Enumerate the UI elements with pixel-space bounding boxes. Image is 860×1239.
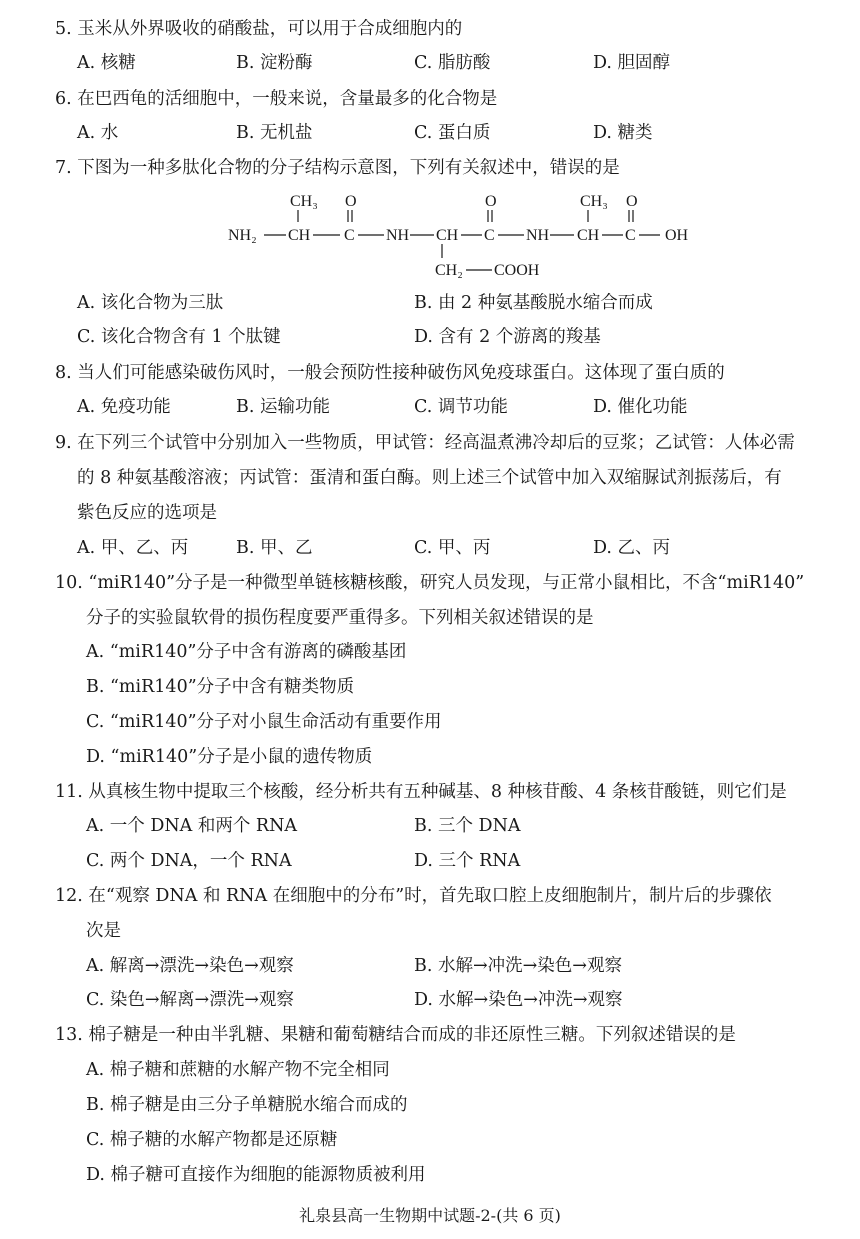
ch2-label: CH₂: [435, 262, 463, 279]
c-label-1: C: [344, 227, 355, 244]
page-footer: 礼泉县高一生物期中试题-2-(共 6 页): [299, 1206, 561, 1225]
question-9-stem-line-3: 紫色反应的选项是: [77, 503, 217, 523]
ch3-label-2: CH₃: [580, 193, 608, 210]
question-6-option-d: D. 糖类: [593, 123, 653, 143]
question-8-option-d: D. 催化功能: [593, 397, 688, 417]
question-7-stem: 7. 下图为一种多肽化合物的分子结构示意图，下列有关叙述中，错误的是: [55, 158, 620, 178]
question-13-stem: 13. 棉子糖是一种由半乳糖、果糖和葡萄糖结合而成的非还原性三糖。下列叙述错误的是: [55, 1025, 736, 1045]
question-13-option-c: C. 棉子糖的水解产物都是还原糖: [86, 1130, 338, 1150]
question-10-option-d: D. “miR140”分子是小鼠的遗传物质: [86, 747, 373, 767]
ch-label-3: CH: [577, 227, 600, 244]
question-5-stem: 5. 玉米从外界吸收的硝酸盐，可以用于合成细胞内的: [55, 19, 463, 39]
question-9-stem-line-2: 的 8 种氨基酸溶液；丙试管：蛋清和蛋白酶。则上述三个试管中加入双缩脲试剂振荡后，有: [77, 468, 782, 488]
question-7-option-d: D. 含有 2 个游离的羧基: [414, 327, 601, 347]
question-6-stem: 6. 在巴西龟的活细胞中，一般来说，含量最多的化合物是: [55, 89, 498, 109]
question-5-option-c: C. 脂肪酸: [414, 53, 491, 73]
question-10-stem-line-2: 分子的实验鼠软骨的损伤程度要严重得多。下列相关叙述错误的是: [86, 608, 594, 628]
question-6-option-a: A. 水: [77, 123, 119, 143]
nh2-label: NH₂: [228, 227, 257, 244]
question-6-option-c: C. 蛋白质: [414, 123, 491, 143]
question-11-stem: 11. 从真核生物中提取三个核酸，经分析共有五种碱基、8 种核苷酸、4 条核苷酸链，则它们是: [55, 782, 787, 802]
question-5-option-b: B. 淀粉酶: [236, 53, 313, 73]
o-label-2: O: [485, 193, 497, 210]
question-5-option-d: D. 胆固醇: [593, 53, 671, 73]
question-9-option-b: B. 甲、乙: [236, 538, 313, 558]
question-8-option-c: C. 调节功能: [414, 397, 508, 417]
question-11-option-a: A. 一个 DNA 和两个 RNA: [86, 816, 298, 836]
question-11-option-b: B. 三个 DNA: [414, 816, 521, 836]
c-label-2: C: [484, 227, 495, 244]
ch-label-1: CH: [288, 227, 311, 244]
question-10-stem-line-1: 10. “miR140”分子是一种微型单链核糖核酸，研究人员发现，与正常小鼠相比，不含“miR140”: [55, 573, 805, 593]
question-6-option-b: B. 无机盐: [236, 123, 313, 143]
question-12-stem-line-2: 次是: [86, 921, 121, 941]
question-10-option-a: A. “miR140”分子中含有游离的磷酸基团: [86, 642, 407, 662]
question-9-option-c: C. 甲、丙: [414, 538, 491, 558]
question-7-option-c: C. 该化合物含有 1 个肽键: [77, 327, 281, 347]
cooh-label: COOH: [494, 262, 540, 279]
o-label-3: O: [626, 193, 638, 210]
question-13-option-d: D. 棉子糖可直接作为细胞的能源物质被利用: [86, 1165, 426, 1185]
oh-label: OH: [665, 227, 689, 244]
question-12-option-d: D. 水解→染色→冲洗→观察: [414, 990, 623, 1010]
question-9-option-a: A. 甲、乙、丙: [77, 538, 189, 558]
question-12-option-c: C. 染色→解离→漂洗→观察: [86, 990, 294, 1010]
question-9-option-d: D. 乙、丙: [593, 538, 671, 558]
nh-label-1: NH: [386, 227, 410, 244]
question-11-option-c: C. 两个 DNA，一个 RNA: [86, 851, 292, 871]
question-8-option-a: A. 免疫功能: [77, 397, 171, 417]
o-label-1: O: [345, 193, 357, 210]
question-12-stem-line-1: 12. 在“观察 DNA 和 RNA 在细胞中的分布”时，首先取口腔上皮细胞制片，制片后的步骤依: [55, 886, 772, 906]
polypeptide-structure-diagram: [228, 190, 708, 282]
question-12-option-b: B. 水解→冲洗→染色→观察: [414, 956, 622, 976]
question-10-option-b: B. “miR140”分子中含有糖类物质: [86, 677, 355, 697]
question-8-stem: 8. 当人们可能感染破伤风时，一般会预防性接种破伤风免疫球蛋白。这体现了蛋白质的: [55, 363, 725, 383]
ch-label-2: CH: [436, 227, 459, 244]
ch3-label-1: CH₃: [290, 193, 318, 210]
question-7-option-b: B. 由 2 种氨基酸脱水缩合而成: [414, 293, 653, 313]
question-9-stem-line-1: 9. 在下列三个试管中分别加入一些物质，甲试管：经高温煮沸冷却后的豆浆；乙试管：人体必需: [55, 433, 795, 453]
question-10-option-c: C. “miR140”分子对小鼠生命活动有重要作用: [86, 712, 442, 732]
question-5-option-a: A. 核糖: [77, 53, 136, 73]
question-11-option-d: D. 三个 RNA: [414, 851, 521, 871]
question-13-option-a: A. 棉子糖和蔗糖的水解产物不完全相同: [86, 1060, 390, 1080]
question-7-option-a: A. 该化合物为三肽: [77, 293, 224, 313]
question-8-option-b: B. 运输功能: [236, 397, 330, 417]
nh-label-2: NH: [526, 227, 550, 244]
c-label-3: C: [625, 227, 636, 244]
question-13-option-b: B. 棉子糖是由三分子单糖脱水缩合而成的: [86, 1095, 408, 1115]
question-12-option-a: A. 解离→漂洗→染色→观察: [86, 956, 294, 976]
